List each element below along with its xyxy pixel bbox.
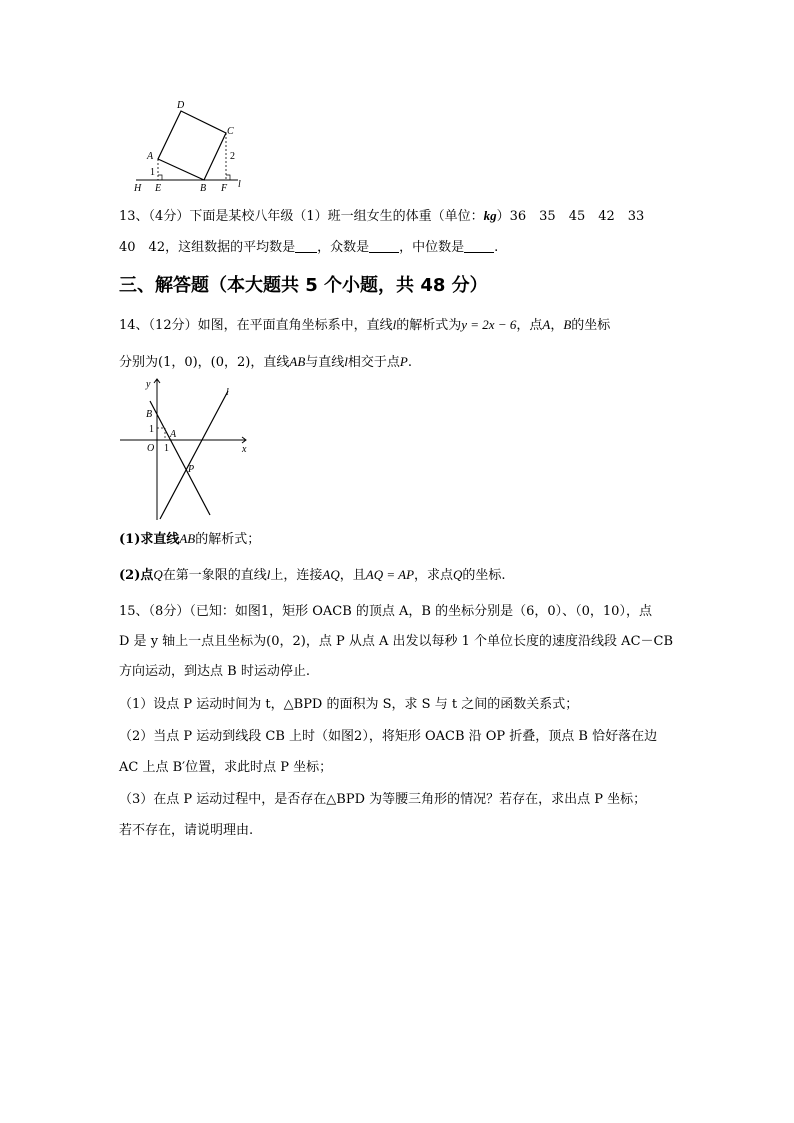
q13-line2a: 40 42，这组数据的平均数是: [119, 240, 296, 255]
label-l: l: [226, 387, 229, 398]
q14-var-p: P: [399, 354, 408, 369]
q14-sub2-text: 上，连接: [270, 568, 323, 583]
q15-part3a: （3）在点 P 运动过程中，是否存在△BPD 为等腰三角形的情况？若存在，求出点 P 坐标；: [119, 792, 647, 807]
line-ab: [150, 401, 210, 515]
q14-text: ，点: [516, 318, 543, 333]
q14-sub1: [119, 530, 260, 549]
label-f: F: [221, 183, 228, 194]
square-abcd: [158, 111, 226, 180]
q14-text: 的解析式为: [396, 318, 462, 333]
label-one-x: 1: [164, 443, 169, 454]
q15-part2a: （2）当点 P 运动到线段 CB 上时（如图2），将矩形 OACB 沿 OP 折叠，顶点 B 恰好落在边: [119, 729, 658, 744]
q14-var-a: A: [542, 317, 551, 332]
q14-var-ab: AB: [179, 531, 196, 546]
q14-sub2: [119, 566, 506, 585]
label-one: 1: [150, 167, 155, 178]
q13-line2d: .: [494, 240, 499, 255]
q13-number: 13、（4分）: [119, 209, 190, 224]
q13-line2: [119, 239, 498, 257]
label-two: 2: [230, 151, 235, 162]
q14-number: 14、（12分）: [119, 318, 198, 333]
label-one-y: 1: [149, 424, 154, 435]
q13-line2c: ，中位数是: [399, 240, 465, 255]
q14-var-l: l: [266, 567, 271, 582]
figure-coordinate-plane: [114, 377, 254, 522]
right-angle-f: [226, 175, 230, 180]
q13-line1: [119, 207, 644, 226]
q14-var-ab: AB: [289, 354, 306, 369]
label-c: C: [227, 126, 234, 137]
q14-text: ，: [550, 318, 564, 333]
right-angle-e: [158, 175, 162, 180]
label-e: E: [155, 183, 162, 194]
label-d: D: [177, 100, 185, 111]
q14-text: .: [407, 355, 413, 370]
line-l: [160, 391, 228, 519]
q14-text: 如图，在平面直角坐标系中，直线: [197, 318, 393, 333]
label-p: P: [188, 464, 195, 475]
q13-text1: 下面是某校八年级（1）班一组女生的体重（单位：: [189, 209, 484, 224]
q14-sub2-text: ，求点: [414, 568, 454, 583]
q14-var-q: Q: [453, 567, 463, 582]
label-x: x: [242, 444, 247, 455]
q14-equation-aq-ap: AQ = AP: [365, 567, 415, 582]
label-l: l: [238, 179, 241, 190]
q14-text: 与直线: [305, 355, 345, 370]
label-a: A: [147, 151, 154, 162]
mode-blank[interactable]: [369, 239, 399, 253]
q15-line2: D 是 y 轴上一点且坐标为(0，2)，点 P 从点 A 出发以每秒 1 个单位长度的速度沿线段 AC－CB: [119, 634, 674, 649]
q14-sub2-text: (2)点: [119, 568, 154, 583]
q14-var-aq: AQ: [322, 567, 340, 582]
q13-line2b: ，众数是: [317, 240, 370, 255]
figure-square-on-line: [128, 95, 258, 195]
label-b: B: [200, 183, 207, 194]
label-o: O: [147, 443, 155, 454]
q15-part2b: AC 上点 B′位置，求此时点 P 坐标；: [119, 760, 333, 775]
q14-text: 相交于点: [347, 355, 400, 370]
q14-equation: y = 2x − 6: [461, 317, 517, 332]
q13-text2: ）36 35 45 42 33: [496, 209, 645, 224]
q15-line1: 15、（8分）（已知：如图1，矩形 OACB 的顶点 A，B 的坐标分别是（6，0）、（0，10），点: [119, 604, 652, 619]
q14-var-l: l: [344, 354, 348, 369]
q15-part3b: 若不存在，请说明理由.: [119, 823, 254, 838]
mean-blank[interactable]: [295, 239, 317, 253]
q15-part1: （1）设点 P 运动时间为 t，△BPD 的面积为 S，求 S 与 t 之间的函数关系式；: [119, 697, 579, 712]
q14-var-l: l: [392, 317, 397, 332]
section-heading: 三、解答题（本大题共 5 个小题，共 48 分）: [119, 275, 488, 296]
q14-sub1-text: (1)求直线: [119, 532, 180, 547]
q14-sub2-text: 在第一象限的直线: [162, 568, 267, 583]
q13-unit: kg: [483, 208, 497, 223]
q14-sub2-text: 的坐标.: [462, 568, 506, 583]
q14-line2: [119, 353, 412, 372]
label-h: H: [134, 183, 142, 194]
label-a: A: [170, 429, 177, 440]
q14-var-b: B: [563, 317, 572, 332]
q14-line1: [119, 316, 610, 335]
q14-text: 的坐标: [571, 318, 611, 333]
label-y: y: [146, 379, 151, 390]
q14-sub1-text: 的解析式；: [195, 532, 261, 547]
q14-sub2-text: ，且: [339, 568, 366, 583]
q14-var-q: Q: [153, 567, 163, 582]
median-blank[interactable]: [464, 239, 494, 253]
q14-text: 分别为(1，0)，(0，2)，直线: [119, 355, 290, 370]
label-b: B: [146, 409, 153, 420]
q15-line3: 方向运动，到达点 B 时运动停止.: [119, 664, 310, 679]
